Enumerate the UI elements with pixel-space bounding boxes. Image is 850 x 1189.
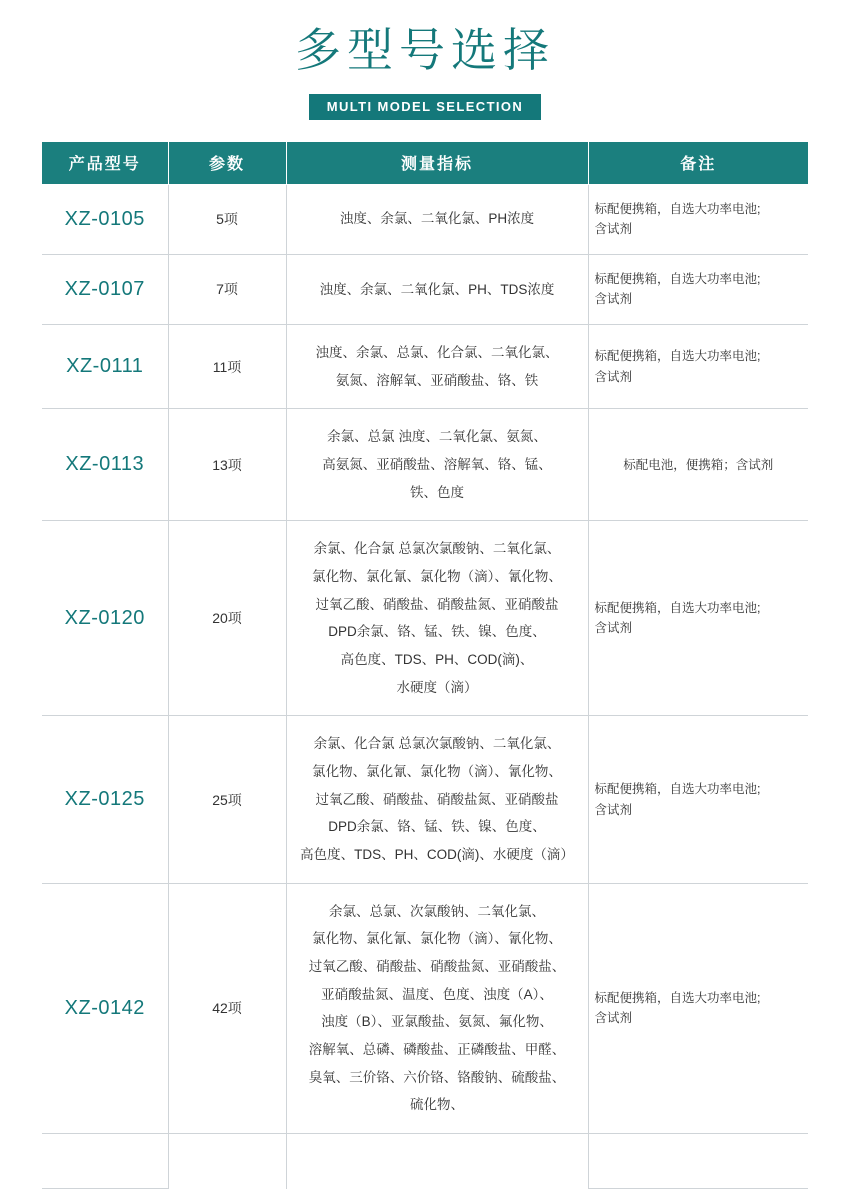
column-header-metrics: 测量指标 [286, 142, 588, 185]
metrics-line: 过氧乙酸、硝酸盐、硝酸盐氮、亚硝酸盐 [293, 591, 582, 619]
metrics-line: 高氨氮、亚硝酸盐、溶解氧、铬、锰、 [293, 451, 582, 479]
cell-remark [588, 254, 808, 324]
metrics-line: 硫化物、 [293, 1091, 582, 1119]
cell-params: 42项 [168, 883, 286, 1133]
cell-metrics [286, 883, 588, 1133]
metrics-line: 过氧乙酸、硝酸盐、硝酸盐氮、亚硝酸盐 [293, 786, 582, 814]
page-subtitle-badge: MULTI MODEL SELECTION [309, 94, 541, 120]
cell-model: XZ-0111 [42, 325, 168, 409]
remark-line: 含试剂 [595, 800, 803, 821]
cell-remark [588, 716, 808, 883]
metrics-line: 水硬度（滴） [293, 674, 582, 702]
remark-line: 标配便携箱，自选大功率电池; [595, 269, 803, 290]
cell-model: XZ-0113 [42, 409, 168, 521]
cell-metrics [286, 521, 588, 716]
cell-remark [588, 1134, 808, 1189]
cell-params: 20项 [168, 521, 286, 716]
cell-remark [588, 409, 808, 521]
table-row [42, 325, 808, 409]
metrics-line: 溶解氧、总磷、磷酸盐、正磷酸盐、甲醛、 [293, 1036, 582, 1064]
cell-model: XZ-0105 [42, 184, 168, 254]
remark-line: 标配便携箱，自选大功率电池; [595, 598, 803, 619]
remark-line: 含试剂 [595, 618, 803, 639]
remark-line: 标配便携箱，自选大功率电池; [595, 988, 803, 1009]
cell-metrics [286, 716, 588, 883]
metrics-line: DPD余氯、铬、锰、铁、镍、色度、 [293, 813, 582, 841]
metrics-line: 余氯、总氯 浊度、二氧化氯、氨氮、 [293, 423, 582, 451]
metrics-line: DPD余氯、铬、锰、铁、镍、色度、 [293, 618, 582, 646]
metrics-line: 浊度、余氯、二氧化氯、PH、TDS浓度 [293, 276, 582, 304]
table-header [42, 142, 808, 185]
cell-remark [588, 883, 808, 1133]
column-header-params: 参数 [168, 142, 286, 185]
remark-line: 标配电池，便携箱；含试剂 [595, 455, 803, 476]
metrics-line: 余氯、化合氯 总氯次氯酸钠、二氧化氯、 [293, 730, 582, 758]
cell-remark [588, 325, 808, 409]
metrics-line: 高色度、TDS、PH、COD(滴)、 [293, 646, 582, 674]
cell-model: XZ-0120 [42, 521, 168, 716]
metrics-line: 浊度（B）、亚氯酸盐、氨氮、氟化物、 [293, 1008, 582, 1036]
metrics-line: 臭氧、三价铬、六价铬、铬酸钠、硫酸盐、 [293, 1064, 582, 1092]
cell-params: 7项 [168, 254, 286, 324]
cell-model: XZ-0142 [42, 883, 168, 1133]
cell-model: XZ-0107 [42, 254, 168, 324]
metrics-line: 浊度、余氯、总氯、化合氯、二氧化氯、 [293, 339, 582, 367]
metrics-line: 氯化物、氯化氰、氯化物（滴）、氰化物、 [293, 925, 582, 953]
table-header-row [42, 142, 808, 185]
cell-metrics [286, 325, 588, 409]
metrics-line: 氨氮、溶解氧、亚硝酸盐、铬、铁 [293, 367, 582, 395]
cell-remark [588, 521, 808, 716]
remark-line: 标配便携箱，自选大功率电池; [595, 199, 803, 220]
remark-line: 标配便携箱，自选大功率电池; [595, 779, 803, 800]
cell-params [168, 1134, 286, 1189]
column-header-model: 产品型号 [42, 142, 168, 185]
metrics-line: 铁、色度 [293, 479, 582, 507]
metrics-line: 余氯、化合氯 总氯次氯酸钠、二氧化氯、 [293, 535, 582, 563]
metrics-line: 氯化物、氯化氰、氯化物（滴）、氰化物、 [293, 563, 582, 591]
remark-line: 含试剂 [595, 1008, 803, 1029]
cell-metrics [286, 254, 588, 324]
metrics-line: 余氯、总氯、次氯酸钠、二氧化氯、 [293, 898, 582, 926]
table-row-partial [42, 1134, 808, 1189]
remark-line: 含试剂 [595, 367, 803, 388]
cell-metrics [286, 409, 588, 521]
table-row [42, 716, 808, 883]
column-header-remark: 备注 [588, 142, 808, 185]
table-row [42, 409, 808, 521]
table-body [42, 184, 808, 1189]
table-row [42, 184, 808, 254]
table-row [42, 254, 808, 324]
metrics-line: 亚硝酸盐氮、温度、色度、浊度（A）、 [293, 981, 582, 1009]
table-row [42, 521, 808, 716]
remark-line: 含试剂 [595, 289, 803, 310]
metrics-line: 浊度、余氯、二氧化氯、PH浓度 [293, 205, 582, 233]
remark-line: 含试剂 [595, 219, 803, 240]
cell-params: 25项 [168, 716, 286, 883]
cell-metrics [286, 1134, 588, 1189]
remark-line: 标配便携箱，自选大功率电池; [595, 346, 803, 367]
cell-params: 13项 [168, 409, 286, 521]
model-selection-table [42, 142, 808, 1189]
cell-params: 11项 [168, 325, 286, 409]
cell-params: 5项 [168, 184, 286, 254]
page-header [0, 0, 850, 120]
cell-model [42, 1134, 168, 1189]
page-title: 多型号选择 [0, 22, 850, 80]
cell-model: XZ-0125 [42, 716, 168, 883]
cell-metrics [286, 184, 588, 254]
cell-remark [588, 184, 808, 254]
metrics-line: 高色度、TDS、PH、COD(滴)、水硬度（滴） [293, 841, 582, 869]
metrics-line: 过氧乙酸、硝酸盐、硝酸盐氮、亚硝酸盐、 [293, 953, 582, 981]
metrics-line: 氯化物、氯化氰、氯化物（滴）、氰化物、 [293, 758, 582, 786]
table-row [42, 883, 808, 1133]
